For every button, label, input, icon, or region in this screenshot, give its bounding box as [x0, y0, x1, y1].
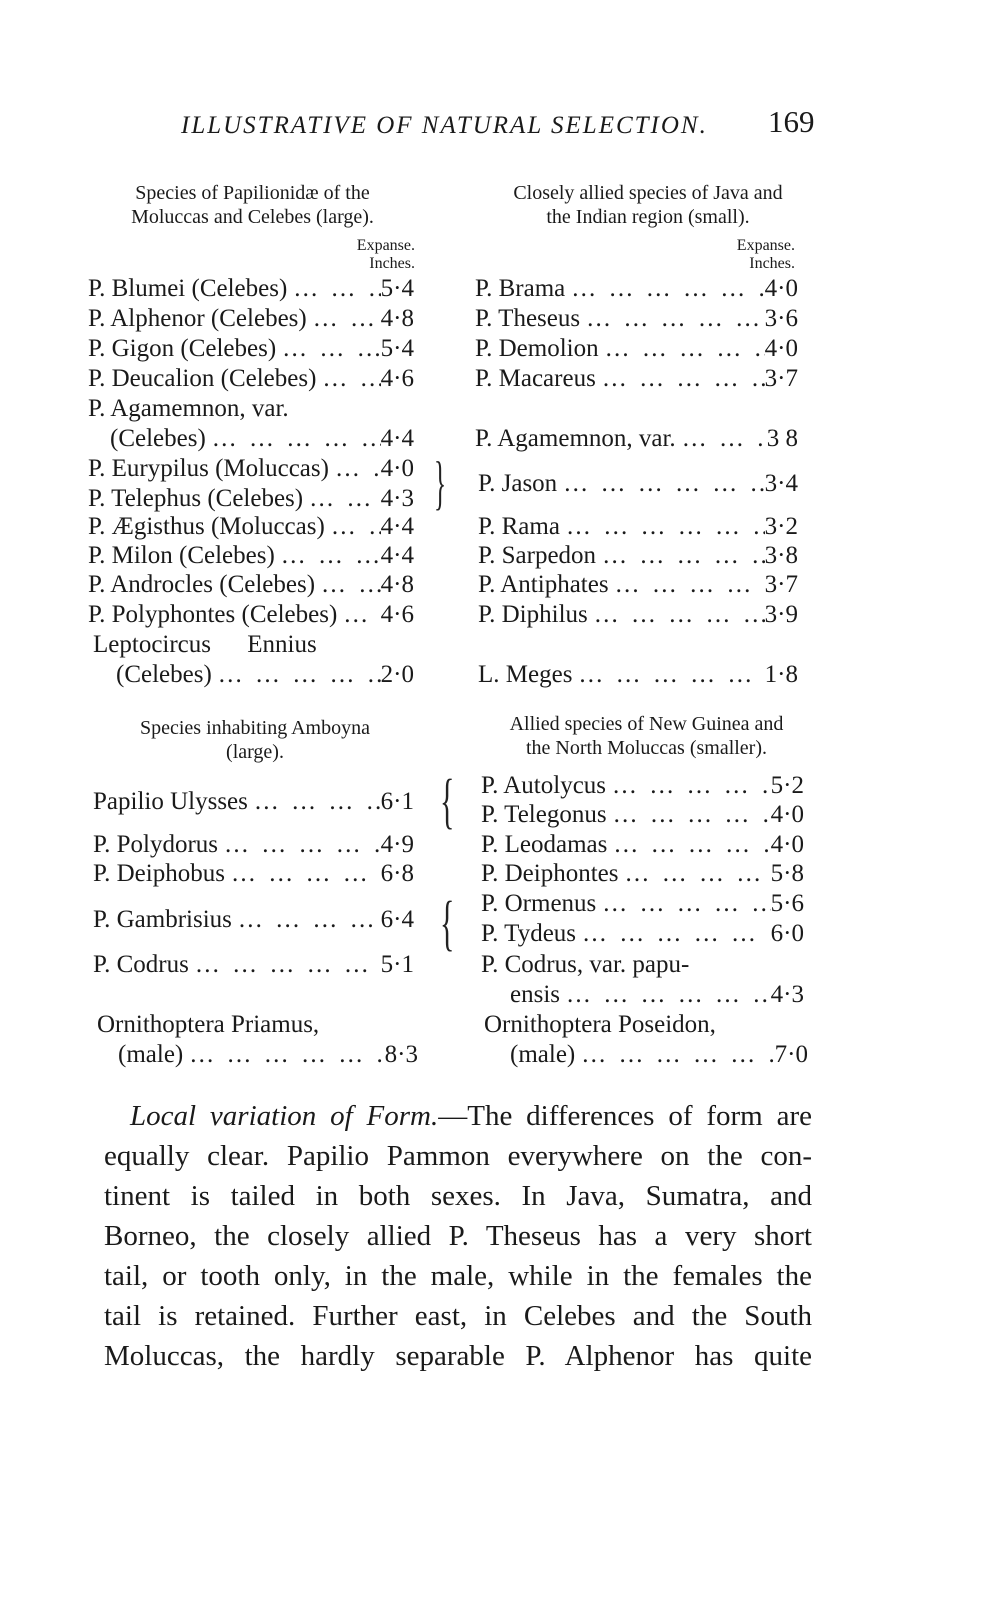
table-row: P. Ægisthus (Moluccas) … … … … … … … … … … … … … … … … 4·4 [88, 512, 414, 542]
table-row: P. Agamemnon, var. … … … … … … … … … … … … … … … … 3 8 [475, 424, 798, 454]
brace-icon: { [440, 768, 455, 836]
paragraph-line: tail is retained. Further east, in Celebes and the South [104, 1300, 812, 1332]
paragraph-line: tail, or tooth only, in the male, while in the females the [104, 1260, 812, 1292]
table-row: P. Theseus … … … … … … … … … … … … … … … … 3·6 [475, 304, 798, 334]
table-row: P. Tydeus … … … … … … … … … … … … … … … … 6·0 [481, 919, 804, 949]
table-row: P. Macareus … … … … … … … … … … … … … … … … 3·7 [475, 364, 798, 394]
table-row: P. Brama … … … … … … … … … … … … … … … … 4·0 [475, 274, 798, 304]
amboyna-table-caption: Species inhabiting Amboyna (large). [140, 717, 370, 763]
table-row: P. Deiphobus … … … … … … … … … … … … … … … … 6·8 [93, 859, 414, 889]
page-number: 169 [768, 104, 815, 139]
table-row: P. Autolycus … … … … … … … … … … … … … … … … 5·2 [481, 771, 804, 801]
table-row: P. Androcles (Celebes) … … … … … … … … … … … … … … … … 4·8 [88, 570, 414, 600]
table-row: L. Meges … … … … … … … … … … … … … … … … 1·8 [478, 660, 798, 690]
table-row-first-line: Ornithoptera Priamus, [97, 1011, 320, 1038]
table-row: P. Telegonus … … … … … … … … … … … … … … … … 4·0 [481, 800, 804, 830]
table-row: P. Blumei (Celebes) … … … … … … … … … … … … … … … … 5·4 [88, 274, 414, 304]
table-row: P. Antiphates … … … … … … … … … … … … … … … … 3·7 [478, 570, 798, 600]
table-row: P. Deiphontes … … … … … … … … … … … … … … … … 5·8 [481, 859, 804, 889]
table-row-first-line: Leptocircus Ennius [93, 631, 317, 658]
table-row: (male) … … … … … … … … … … … … … … … … 8·3 [118, 1040, 418, 1070]
table-row: P. Milon (Celebes) … … … … … … … … … … … … … … … … 4·4 [88, 541, 414, 571]
brace-icon: { [440, 890, 455, 958]
paragraph-line: Local variation of Form.—The differences of form are [130, 1100, 812, 1132]
running-title: ILLUSTRATIVE OF NATURAL SELECTION. [181, 112, 708, 139]
table-row: (male) … … … … … … … … … … … … … … … … 7·0 [510, 1040, 808, 1070]
right-table-unit: Expanse. Inches. [736, 237, 795, 272]
table-row: P. Ormenus … … … … … … … … … … … … … … … … 5·6 [481, 889, 804, 919]
table-row: P. Jason … … … … … … … … … … … … … … … … 3·4 [478, 469, 798, 499]
right-table-caption: Closely allied species of Java and the Indian region (small). [513, 182, 783, 228]
table-row: (Celebes) … … … … … … … … … … … … … … … … 2·0 [116, 660, 414, 690]
paragraph-line: Moluccas, the hardly separable P. Alphenor has quite [104, 1340, 812, 1372]
table-row: P. Polyphontes (Celebes) … … … … … … … … … … … … … … … … 4·6 [88, 600, 414, 630]
table-row: P. Gigon (Celebes) … … … … … … … … … … … … … … … … 5·4 [88, 334, 414, 364]
paragraph-line: tinent is tailed in both sexes. In Java, Sumatra, and [104, 1180, 812, 1212]
table-row: P. Leodamas … … … … … … … … … … … … … … … … 4·0 [481, 830, 804, 860]
left-table-caption: Species of Papilionidæ of the Moluccas and Celebes (large). [131, 182, 374, 228]
table-row: (Celebes) … … … … … … … … … … … … … … … … 4·4 [110, 424, 414, 454]
left-table-unit: Expanse. Inches. [356, 237, 415, 272]
brace-icon: } [434, 452, 447, 518]
table-row: ensis … … … … … … … … … … … … … … … … 4·3 [510, 980, 804, 1010]
section-heading: Local variation of Form. [130, 1100, 439, 1132]
table-row: P. Deucalion (Celebes) … … … … … … … … … … … … … … … … 4·6 [88, 364, 414, 394]
table-row-first-line: Ornithoptera Poseidon, [484, 1011, 716, 1038]
table-row: P. Gambrisius … … … … … … … … … … … … … … … … 6·4 [93, 905, 414, 935]
table-row: P. Codrus … … … … … … … … … … … … … … … … 5·1 [93, 950, 414, 980]
table-row: Papilio Ulysses … … … … … … … … … … … … … … … … 6·1 [93, 787, 414, 817]
paragraph-line: Borneo, the closely allied P. Theseus has a very short [104, 1220, 812, 1252]
table-row: P. Telephus (Celebes) … … … … … … … … … … … … … … … … 4·3 [88, 484, 414, 514]
table-row: P. Diphilus … … … … … … … … … … … … … … … … 3·9 [478, 600, 798, 630]
body-paragraph [104, 1096, 812, 1376]
table-row: P. Polydorus … … … … … … … … … … … … … … … … 4·9 [93, 830, 414, 860]
table-row-first-line: P. Codrus, var. papu- [481, 951, 690, 978]
table-row: P. Sarpedon … … … … … … … … … … … … … … … … 3·8 [478, 541, 798, 571]
table-row-first-line: P. Agamemnon, var. [88, 395, 289, 422]
paragraph-line: equally clear. Papilio Pammon everywhere on the con- [104, 1140, 812, 1172]
table-row: P. Demolion … … … … … … … … … … … … … … … … 4·0 [475, 334, 798, 364]
guinea-table-caption: Allied species of New Guinea and the North Moluccas (smaller). [509, 713, 784, 759]
table-row: P. Alphenor (Celebes) … … … … … … … … … … … … … … … … 4·8 [88, 304, 414, 334]
table-row: P. Rama … … … … … … … … … … … … … … … … 3·2 [478, 512, 798, 542]
table-row: P. Eurypilus (Moluccas) … … … … … … … … … … … … … … … … 4·0 [88, 454, 414, 484]
